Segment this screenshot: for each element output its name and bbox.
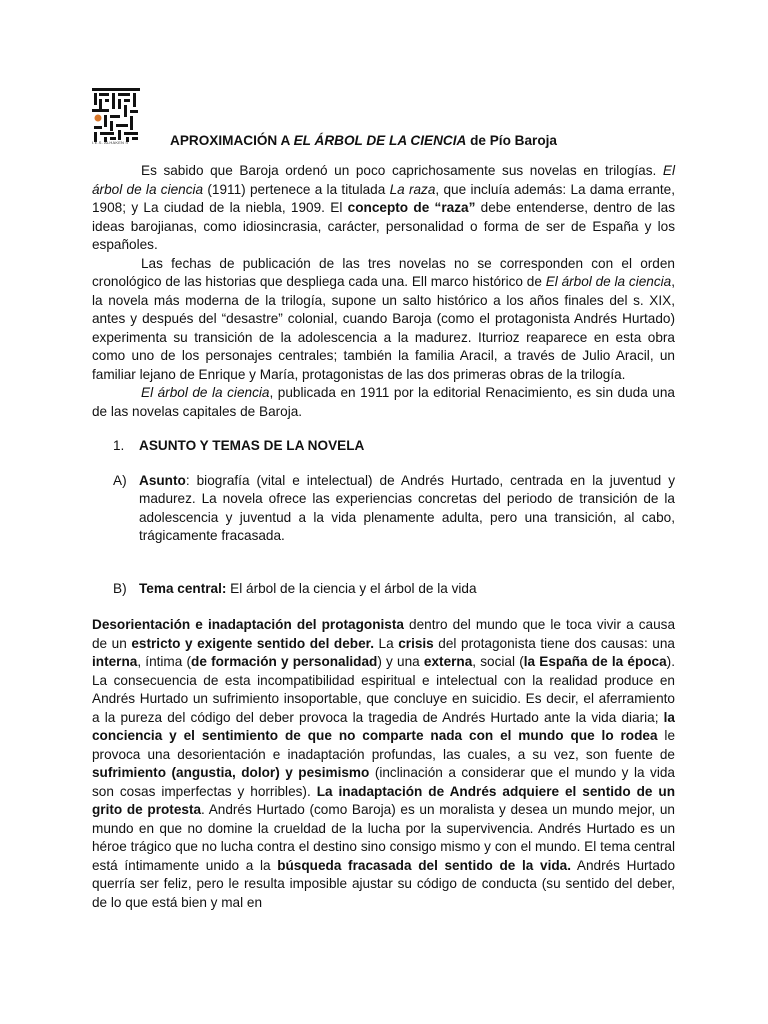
- title-author: de Pío Baroja: [466, 133, 557, 148]
- text-run: (inclinación a considerar que el mundo y la vida son cosas imperfectas y horribles).: [92, 765, 675, 799]
- text-run: concepto de “raza”: [347, 200, 476, 215]
- text-run: La inadaptación de Andrés adquiere el sentido de un grito de protesta: [92, 783, 675, 817]
- school-logo-icon: [92, 88, 140, 148]
- list-item-body: [139, 472, 675, 546]
- text-run: estricto y exigente sentido del deber.: [131, 635, 374, 651]
- list-item-label: A): [113, 472, 127, 488]
- text-run: sufrimiento (angustia, dolor) y pesimismo: [92, 765, 370, 780]
- text-run: externa: [423, 654, 473, 669]
- text-run: , íntima (: [137, 654, 192, 669]
- text-run: Las fechas de publicación de las tres novelas no se corresponden con el orden cronológico de las historias que despliega cada una. Ell marco histórico de: [92, 255, 675, 289]
- text-run: Andrés Hurtado querría ser feliz, pero le resulta imposible ajustar su código de conducta (su sentido del deber, de lo que está bien y mal en: [92, 857, 676, 910]
- text-run: . Andrés Hurtado (como Baroja) es un moralista y desea un mundo mejor, un mundo en que no domine la crueldad de la lucha por la supervivencia. Andrés Hurtado es un héroe trágico que no lucha contra el destino sino consigo mismo y con el mundo. El tema central está íntimamente unido a la: [92, 802, 675, 873]
- desorientacion-paragraph: [92, 616, 675, 912]
- text-run: la conciencia y el sentimiento de que no comparte nada con el mundo que lo rodea: [92, 709, 675, 743]
- text-run: le provoca una desorientación e inadaptación profundas, las cuales, a su vez, son fuente de: [92, 728, 676, 762]
- text-run: La raza: [389, 181, 436, 197]
- intro-paragraph-3: [92, 384, 675, 421]
- list-item-body: [139, 580, 675, 599]
- list-item-tema-central: [92, 580, 675, 599]
- text-run: La: [373, 635, 399, 651]
- text-run: la España de la época: [523, 654, 667, 669]
- intro-paragraph-2: [92, 255, 675, 385]
- text-run: El árbol de la ciencia: [141, 385, 270, 400]
- text-run: El árbol de la ciencia: [545, 274, 672, 289]
- section-heading: [92, 437, 675, 456]
- text-run: Es sabido que Baroja ordenó un poco caprichosamente sus novelas en trilogías.: [141, 163, 663, 178]
- text-run: Asunto: [139, 472, 186, 488]
- text-run: , que incluía además: La dama errante, 1908; y La ciudad de la niebla, 1909. El: [92, 181, 676, 215]
- text-run: ) y una: [377, 654, 424, 669]
- text-run: de formación y personalidad: [191, 654, 378, 669]
- document-body: [92, 162, 675, 912]
- text-run: dentro del mundo que le toca vivir a causa de un: [92, 617, 675, 651]
- section-title: ASUNTO Y TEMAS DE LA NOVELA: [139, 438, 365, 453]
- text-run: crisis: [398, 635, 434, 651]
- text-run: , publicada en 1911 por la editorial Renacimiento, es sin duda una de las novelas capitales de Baroja.: [92, 385, 675, 419]
- list-item-asunto: [92, 472, 675, 546]
- text-run: (1911) pertenece a la titulada: [203, 181, 390, 197]
- text-run: búsqueda fracasada del sentido de la vida.: [277, 857, 571, 873]
- section-number: 1.: [113, 438, 125, 453]
- text-run: El árbol de la ciencia y el árbol de la vida: [226, 580, 477, 596]
- text-run: del protagonista tiene dos causas: una: [433, 635, 675, 651]
- title-prefix: APROXIMACIÓN A: [170, 133, 294, 148]
- logo-caption: I.E.S. ALHAKEN II: [92, 140, 129, 145]
- text-run: , la novela más moderna de la trilogía, supone un salto histórico a los años finales del s. XIX, antes y después del “desastre” colonial, cuando Baroja (como el protagonista Andrés Hurtado) experimenta su transición de la adolescencia a la madurez. Iturrioz reaparece en esta obra como uno de los personajes centrales; también la familia Aracil, a través de Julio Aracil, un familiar lejano de Enrique y María, protagonistas de las dos primeras obras de la trilogía.: [92, 274, 676, 382]
- document-title: [170, 133, 557, 148]
- intro-paragraph-1: [92, 162, 675, 255]
- text-run: Desorientación e inadaptación del protagonista: [92, 617, 404, 632]
- text-run: ). La consecuencia de esta incompatibilidad espiritual e intelectual con la realidad produce en Andrés Hurtado un sufrimiento insoportable, que concluye en suicidio. Es decir, el aferramiento a la pureza del código del deber provoca la tragedia de Andrés Hurtado ante la vida diaria;: [92, 654, 675, 725]
- text-run: : biografía (vital e intelectual) de Andrés Hurtado, centrada en la juventud y madurez. La novela ofrece las experiencias concretas del periodo de transición de la adolescencia y juventud a la vida plenamente adulta, pero una transición, al cabo, trágicamente fracasada.: [139, 472, 675, 543]
- text-run: Tema central:: [139, 580, 227, 596]
- text-run: , social (: [472, 654, 524, 669]
- text-run: interna: [92, 654, 138, 669]
- list-item-label: B): [113, 580, 127, 596]
- text-run: El árbol de la ciencia: [92, 163, 675, 197]
- title-work: EL ÁRBOL DE LA CIENCIA: [293, 133, 467, 148]
- text-run: debe entenderse, dentro de las ideas barojianas, como idiosincrasia, carácter, personalidad o forma de ser de España y los españoles.: [92, 200, 676, 252]
